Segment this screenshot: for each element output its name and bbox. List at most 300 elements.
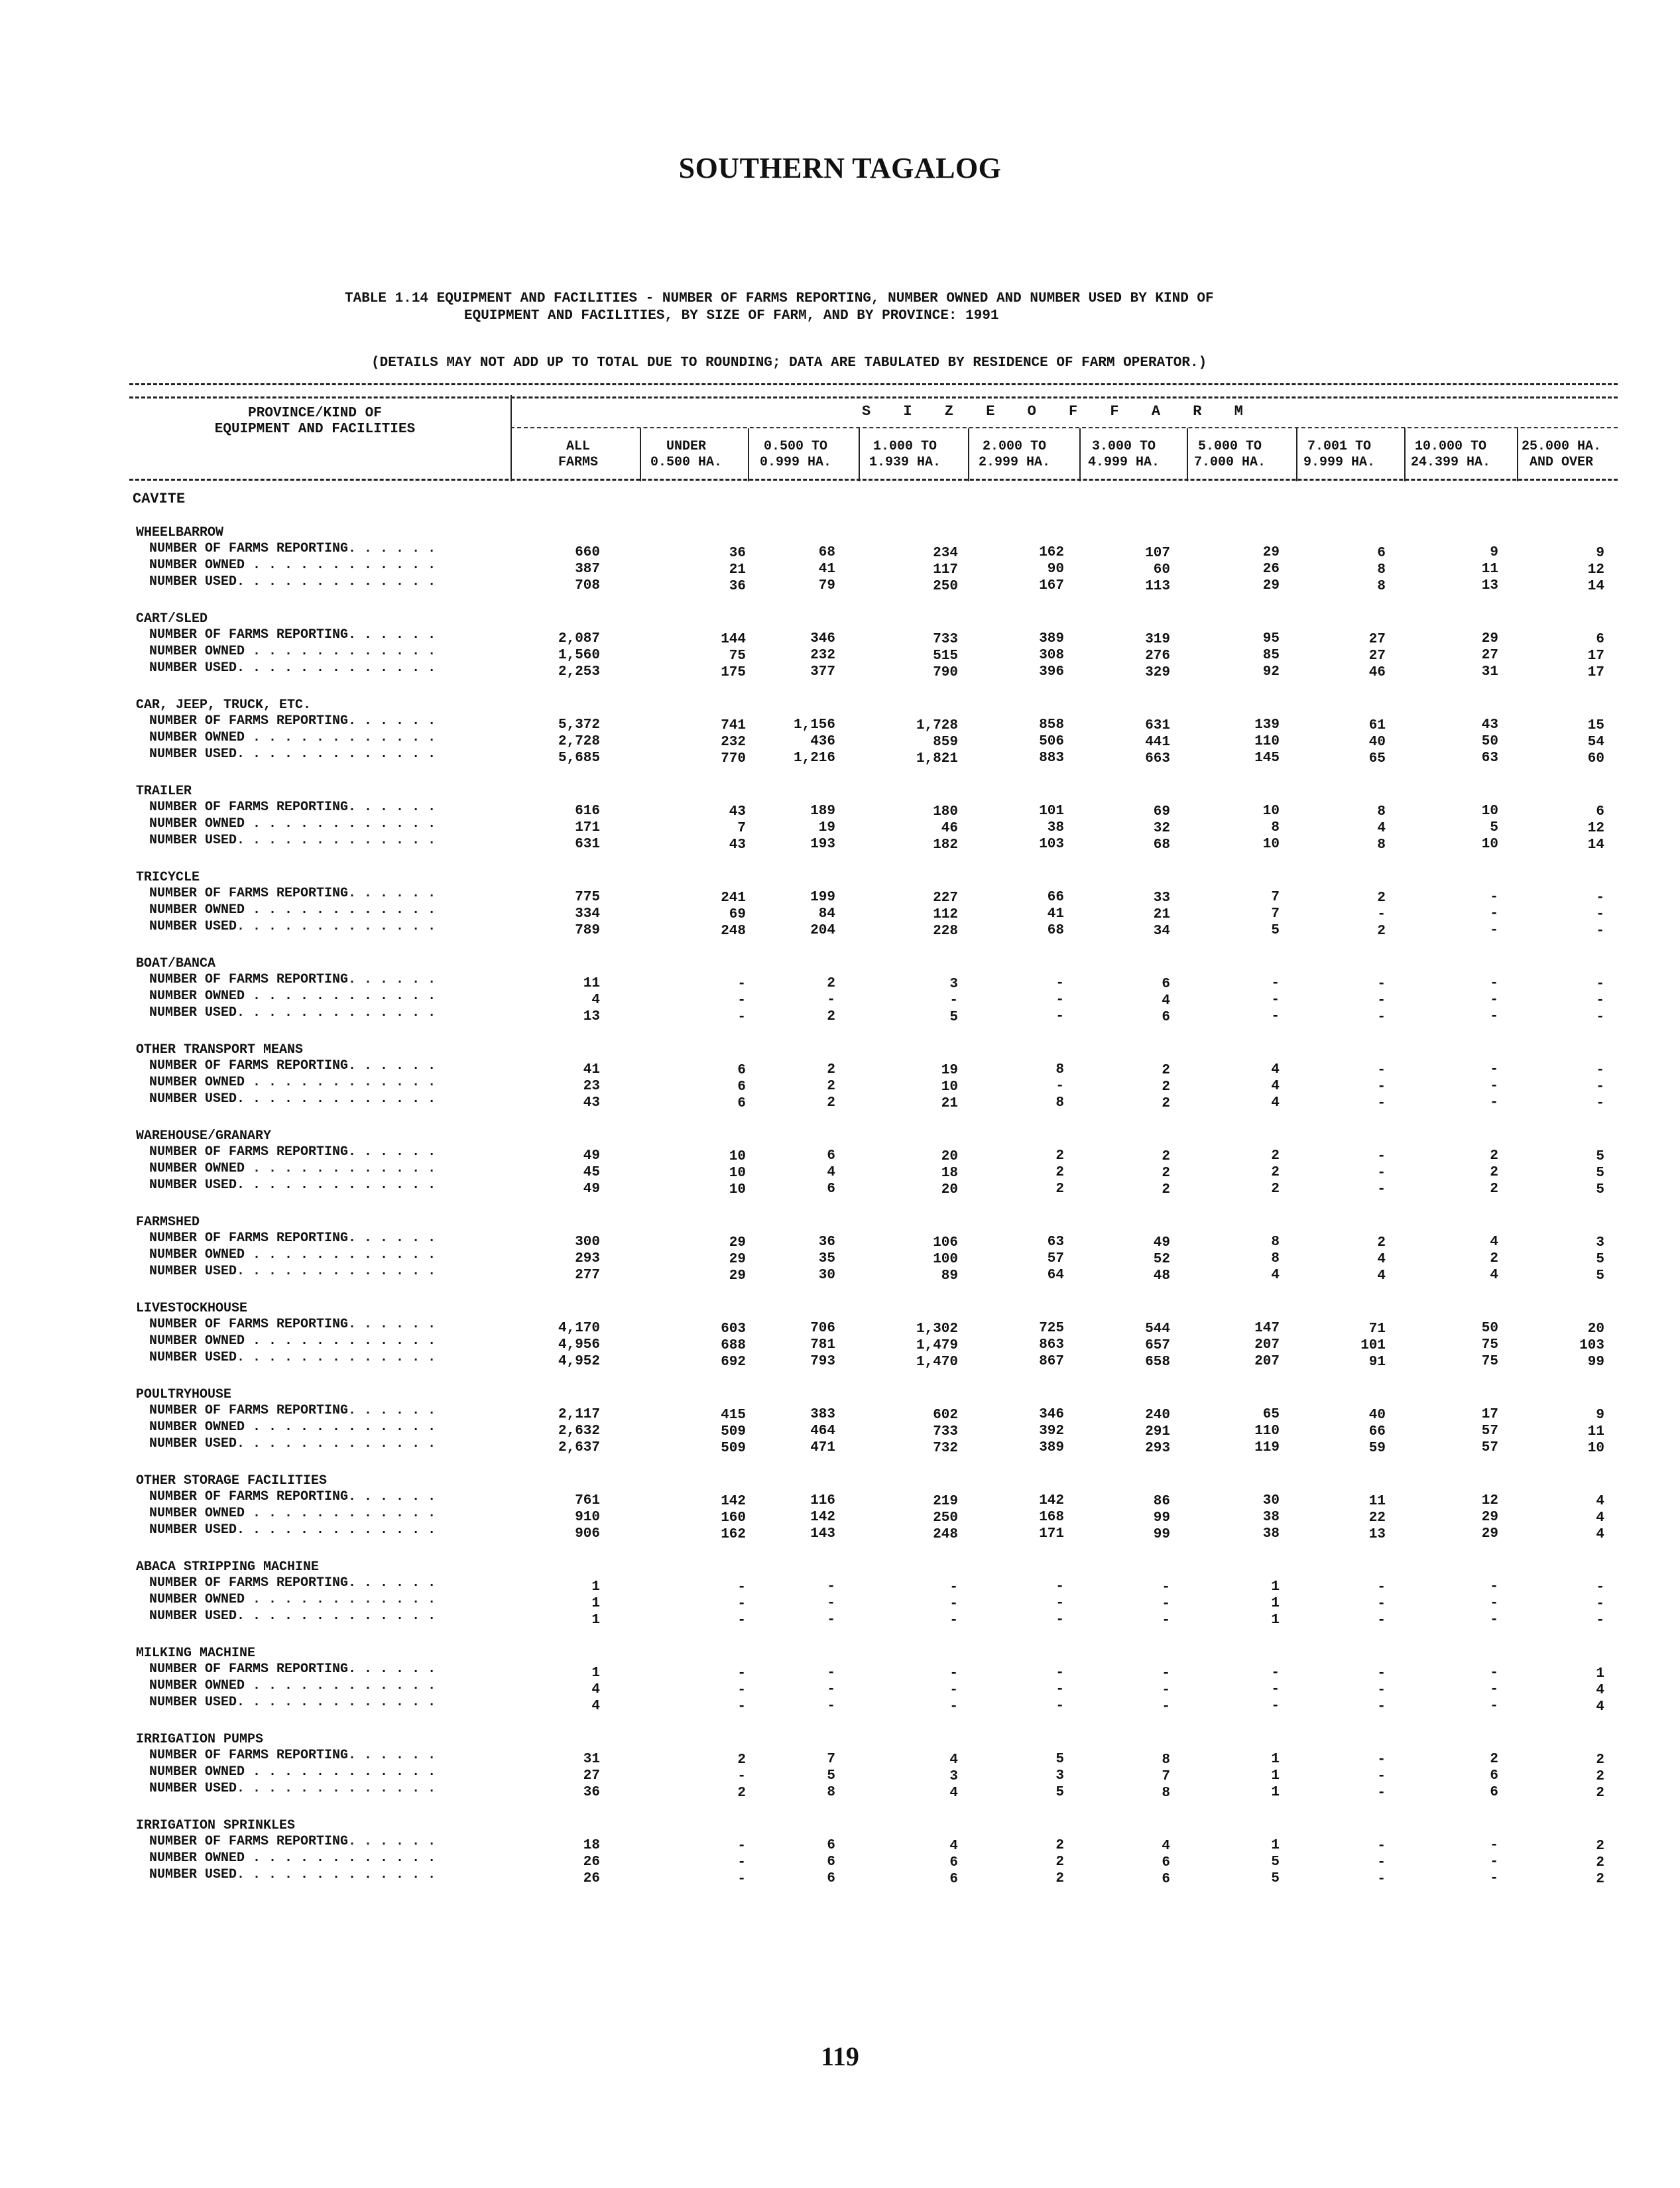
table-cell: - xyxy=(827,993,835,1008)
table-cell: 10 xyxy=(729,1182,746,1197)
table-cell: 36 xyxy=(583,1785,600,1800)
table-cell: 18 xyxy=(583,1838,600,1853)
table-cell: 5,372 xyxy=(558,717,600,733)
table-cell: - xyxy=(1377,1096,1386,1111)
table-cell: 4 xyxy=(1377,821,1386,836)
stub-header xyxy=(129,406,501,438)
table-cell: - xyxy=(949,1699,958,1715)
table-cell: 602 xyxy=(933,1408,958,1423)
table-cell: 75 xyxy=(1481,1354,1498,1369)
table-cell: - xyxy=(1055,1079,1064,1094)
table-cell: 40 xyxy=(1368,735,1386,750)
row-label: NUMBER USED. . . . . . . . . . . . . xyxy=(149,1522,436,1538)
table-cell: - xyxy=(1377,1699,1386,1715)
table-cell: 346 xyxy=(1039,1407,1064,1422)
table-caption-line-2: EQUIPMENT AND FACILITIES, BY SIZE OF FARM, AND BY PROVINCE: 1991 xyxy=(464,308,999,324)
table-cell: 2,632 xyxy=(558,1424,600,1439)
table-cell: 6 xyxy=(827,1148,835,1164)
table-cell: 175 xyxy=(721,665,746,680)
table-cell: - xyxy=(737,1666,746,1681)
table-cell: 603 xyxy=(721,1321,746,1337)
table-cell: 29 xyxy=(1262,578,1280,593)
row-label: NUMBER USED. . . . . . . . . . . . . xyxy=(149,1091,436,1107)
table-cell: 36 xyxy=(729,579,746,594)
table-cell: - xyxy=(827,1596,835,1611)
table-cell: 46 xyxy=(941,821,958,836)
table-cell: 9 xyxy=(1490,545,1498,560)
table-cell: - xyxy=(1490,1062,1498,1077)
table-cell: - xyxy=(1490,923,1498,938)
table-cell: - xyxy=(1377,1182,1386,1197)
table-cell: 20 xyxy=(1587,1321,1604,1337)
table-cell: - xyxy=(737,1580,746,1595)
table-cell: 167 xyxy=(1039,578,1064,593)
row-label: NUMBER OWNED . . . . . . . . . . . . xyxy=(149,1420,436,1435)
table-cell: 21 xyxy=(729,562,746,577)
table-cell: - xyxy=(1377,1872,1386,1887)
table-cell: 867 xyxy=(1039,1354,1064,1369)
table-cell: 57 xyxy=(1481,1440,1498,1455)
table-cell: 75 xyxy=(1481,1337,1498,1353)
table-cell: - xyxy=(1271,976,1280,991)
table-cell: 4 xyxy=(1271,1268,1280,1283)
table-cell: 2 xyxy=(1271,1182,1280,1197)
table-cell: - xyxy=(1271,1009,1280,1024)
table-cell: 5,685 xyxy=(558,751,600,766)
table-cell: 69 xyxy=(729,907,746,922)
table-cell: 5 xyxy=(1271,1871,1280,1886)
table-cell: 291 xyxy=(1145,1424,1170,1439)
table-cell: 319 xyxy=(1145,632,1170,647)
table-cell: - xyxy=(1162,1613,1170,1628)
table-cell: - xyxy=(1162,1597,1170,1612)
table-cell: 789 xyxy=(575,923,600,938)
column-header xyxy=(961,439,1067,471)
table-cell: - xyxy=(827,1682,835,1697)
table-cell: 34 xyxy=(1153,924,1170,939)
table-cell: 308 xyxy=(1039,648,1064,663)
table-cell: 329 xyxy=(1145,665,1170,680)
table-cell: - xyxy=(737,1839,746,1854)
category-title: OTHER STORAGE FACILITIES xyxy=(136,1473,328,1489)
row-label: NUMBER OF FARMS REPORTING. . . . . . xyxy=(149,1231,436,1246)
table-cell: 43 xyxy=(729,804,746,820)
table-cell: 4 xyxy=(1271,1079,1280,1094)
table-cell: 48 xyxy=(1153,1268,1170,1284)
table-cell: 4 xyxy=(591,1682,600,1697)
table-cell: 2 xyxy=(1490,1165,1498,1180)
table-cell: 12 xyxy=(1481,1493,1498,1508)
table-cell: 2,117 xyxy=(558,1407,600,1422)
table-cell: 227 xyxy=(933,890,958,906)
table-cell: - xyxy=(827,1699,835,1714)
row-label: NUMBER OF FARMS REPORTING. . . . . . xyxy=(149,972,436,987)
table-cell: 631 xyxy=(1145,718,1170,733)
table-cell: 10 xyxy=(729,1149,746,1164)
table-cell: 2 xyxy=(827,1009,835,1024)
table-cell: 29 xyxy=(1481,1510,1498,1525)
table-cell: 75 xyxy=(729,648,746,664)
table-cell: 57 xyxy=(1047,1251,1064,1266)
category-title: WAREHOUSE/GRANARY xyxy=(136,1128,272,1144)
table-cell: 2 xyxy=(1055,1838,1064,1853)
table-cell: - xyxy=(1162,1666,1170,1681)
table-cell: 143 xyxy=(810,1526,835,1542)
table-cell: 4 xyxy=(949,1752,958,1768)
table-cell: 4 xyxy=(1490,1268,1498,1283)
column-header xyxy=(852,439,958,471)
table-cell: - xyxy=(737,1613,746,1628)
table-cell: 4 xyxy=(1596,1683,1604,1698)
table-cell: 688 xyxy=(721,1338,746,1353)
table-cell: - xyxy=(1055,1579,1064,1595)
table-cell: 66 xyxy=(1047,890,1064,905)
row-label: NUMBER OF FARMS REPORTING. . . . . . xyxy=(149,886,436,901)
table-cell: 396 xyxy=(1039,664,1064,680)
table-cell: 38 xyxy=(1047,820,1064,835)
table-cell: 2 xyxy=(1490,1182,1498,1197)
table-cell: - xyxy=(1377,1786,1386,1801)
table-cell: - xyxy=(1377,1149,1386,1164)
column-header-line-2: 7.000 HA. xyxy=(1193,455,1266,470)
table-cell: 162 xyxy=(721,1527,746,1542)
table-cell: 2,253 xyxy=(558,664,600,680)
table-cell: 50 xyxy=(1481,1321,1498,1336)
table-cell: 107 xyxy=(1145,546,1170,561)
table-cell: - xyxy=(1490,976,1498,991)
row-label: NUMBER USED. . . . . . . . . . . . . xyxy=(149,1867,436,1882)
table-cell: 1 xyxy=(591,1612,600,1628)
table-cell: 2 xyxy=(1055,1165,1064,1180)
row-label: NUMBER USED. . . . . . . . . . . . . xyxy=(149,1436,436,1451)
table-cell: 8 xyxy=(1162,1752,1170,1768)
table-cell: 2 xyxy=(827,976,835,991)
table-cell: 20 xyxy=(941,1182,958,1197)
row-label: NUMBER USED. . . . . . . . . . . . . xyxy=(149,1609,436,1624)
table-cell: 660 xyxy=(575,545,600,560)
table-cell: 171 xyxy=(575,820,600,835)
table-cell: 725 xyxy=(1039,1321,1064,1336)
table-cell: 2 xyxy=(1596,1839,1604,1854)
table-cell: - xyxy=(1490,993,1498,1008)
row-label: NUMBER USED. . . . . . . . . . . . . xyxy=(149,1695,436,1710)
table-cell: 1,821 xyxy=(916,751,958,766)
table-cell: 232 xyxy=(810,648,835,663)
table-cell: 29 xyxy=(1481,631,1498,646)
table-cell: - xyxy=(1377,1580,1386,1595)
table-cell: 26 xyxy=(1262,562,1280,577)
table-cell: 2 xyxy=(1055,1854,1064,1870)
table-cell: 509 xyxy=(721,1424,746,1439)
table-cell: 1,156 xyxy=(793,717,835,733)
column-header-line-2: AND OVER xyxy=(1529,455,1593,470)
row-label: NUMBER OF FARMS REPORTING. . . . . . xyxy=(149,1489,436,1504)
table-cell: 41 xyxy=(818,562,835,577)
table-cell: 63 xyxy=(1047,1235,1064,1250)
table-cell: 38 xyxy=(1262,1510,1280,1525)
table-cell: 10 xyxy=(1481,804,1498,819)
table-cell: 4 xyxy=(949,1786,958,1801)
table-cell: 64 xyxy=(1047,1268,1064,1283)
table-cell: 1 xyxy=(591,1596,600,1611)
table-cell: 4 xyxy=(1596,1494,1604,1509)
table-cell: 2 xyxy=(1162,1079,1170,1095)
row-label: NUMBER OWNED . . . . . . . . . . . . xyxy=(149,1161,436,1176)
table-cell: 8 xyxy=(1377,562,1386,577)
table-cell: 1,560 xyxy=(558,648,600,663)
table-cell: 7 xyxy=(737,821,746,836)
column-header xyxy=(1177,439,1283,471)
table-cell: 33 xyxy=(1153,890,1170,906)
table-cell: - xyxy=(1490,1596,1498,1611)
table-cell: 733 xyxy=(933,1424,958,1439)
table-cell: 40 xyxy=(1368,1408,1386,1423)
table-cell: 1 xyxy=(1271,1612,1280,1628)
table-cell: 6 xyxy=(827,1838,835,1853)
table-cell: 1 xyxy=(1271,1596,1280,1611)
row-label: NUMBER OWNED . . . . . . . . . . . . xyxy=(149,1247,436,1262)
table-cell: - xyxy=(1377,993,1386,1008)
table-cell: - xyxy=(1377,1666,1386,1681)
table-cell: 7 xyxy=(1271,890,1280,905)
table-cell: 11 xyxy=(1587,1424,1604,1439)
table-cell: 68 xyxy=(1047,923,1064,938)
column-header-line-2: 2.999 HA. xyxy=(978,455,1051,470)
table-cell: 106 xyxy=(933,1235,958,1250)
table-cell: 43 xyxy=(729,837,746,853)
table-cell: 8 xyxy=(1162,1786,1170,1801)
row-label: NUMBER OWNED . . . . . . . . . . . . xyxy=(149,1075,436,1090)
table-cell: 5 xyxy=(1596,1166,1604,1181)
column-header-line-2: 24.399 HA. xyxy=(1410,455,1491,470)
table-cell: 3 xyxy=(1055,1768,1064,1784)
table-cell: 692 xyxy=(721,1355,746,1370)
table-cell: 119 xyxy=(1254,1440,1280,1455)
column-header xyxy=(743,439,849,471)
table-cell: - xyxy=(1490,1871,1498,1886)
column-header-line-1: 0.500 TO xyxy=(763,439,827,454)
table-cell: 103 xyxy=(1579,1338,1604,1353)
table-cell: 2 xyxy=(1162,1096,1170,1111)
table-cell: 2 xyxy=(1377,1235,1386,1250)
table-cell: 6 xyxy=(1490,1785,1498,1800)
table-cell: - xyxy=(827,1666,835,1681)
table-cell: - xyxy=(1055,1666,1064,1681)
table-note: (DETAILS MAY NOT ADD UP TO TOTAL DUE TO ROUNDING; DATA ARE TABULATED BY RESIDENCE OF FARM OPERATOR.) xyxy=(371,355,1207,371)
table-cell: 10 xyxy=(1587,1441,1604,1456)
table-cell: 241 xyxy=(721,890,746,906)
stub-header-line-1: PROVINCE/KIND OF xyxy=(248,406,382,421)
table-cell: 2 xyxy=(1490,1148,1498,1164)
row-label: NUMBER OWNED . . . . . . . . . . . . xyxy=(149,816,436,831)
table-cell: 7 xyxy=(827,1752,835,1767)
table-cell: - xyxy=(827,1612,835,1628)
table-cell: 4,956 xyxy=(558,1337,600,1353)
column-header xyxy=(1398,439,1504,471)
table-cell: 142 xyxy=(1039,1493,1064,1508)
table-cell: 182 xyxy=(933,837,958,853)
table-cell: 144 xyxy=(721,632,746,647)
table-cell: 4 xyxy=(1596,1510,1604,1526)
table-cell: 293 xyxy=(1145,1441,1170,1456)
table-cell: 5 xyxy=(1596,1149,1604,1164)
table-cell: - xyxy=(737,1683,746,1698)
table-cell: 4 xyxy=(1162,1839,1170,1854)
table-cell: 506 xyxy=(1039,734,1064,749)
table-cell: 50 xyxy=(1481,734,1498,749)
table-cell: - xyxy=(737,1010,746,1025)
table-cell: 139 xyxy=(1254,717,1280,733)
table-cell: 2 xyxy=(1377,924,1386,939)
row-label: NUMBER OWNED . . . . . . . . . . . . xyxy=(149,1333,436,1349)
table-cell: 2 xyxy=(1162,1063,1170,1078)
table-cell: 2 xyxy=(1596,1752,1604,1768)
table-cell: 4,170 xyxy=(558,1321,600,1336)
column-header-line-1: 10.000 TO xyxy=(1414,439,1487,454)
table-cell: 103 xyxy=(1039,837,1064,852)
table-cell: 14 xyxy=(1587,837,1604,853)
table-cell: 6 xyxy=(949,1872,958,1887)
table-cell: - xyxy=(737,1699,746,1715)
table-cell: 4 xyxy=(1596,1699,1604,1715)
table-cell: - xyxy=(1162,1699,1170,1715)
table-cell: - xyxy=(737,1855,746,1870)
table-cell: 9 xyxy=(1596,546,1604,561)
table-cell: 5 xyxy=(827,1768,835,1784)
table-cell: - xyxy=(1377,1079,1386,1095)
table-cell: 2 xyxy=(827,1062,835,1077)
table-cell: 658 xyxy=(1145,1355,1170,1370)
table-cell: 60 xyxy=(1587,751,1604,766)
table-cell: 207 xyxy=(1254,1354,1280,1369)
table-cell: 2 xyxy=(737,1752,746,1768)
table-cell: - xyxy=(1377,1855,1386,1870)
table-cell: 193 xyxy=(810,837,835,852)
table-cell: - xyxy=(1490,1079,1498,1094)
table-cell: 232 xyxy=(721,735,746,750)
table-cell: 110 xyxy=(1254,734,1280,749)
table-cell: - xyxy=(949,993,958,1008)
table-cell: - xyxy=(949,1580,958,1595)
column-header-line-1: ALL xyxy=(566,439,590,454)
table-cell: 6 xyxy=(1596,632,1604,647)
table-cell: 79 xyxy=(818,578,835,593)
stub-header-line-2: EQUIPMENT AND FACILITIES xyxy=(214,422,416,437)
table-cell: 5 xyxy=(1596,1252,1604,1267)
table-cell: 240 xyxy=(1145,1408,1170,1423)
table-cell: 2 xyxy=(1490,1251,1498,1266)
table-cell: 162 xyxy=(1039,545,1064,560)
table-cell: - xyxy=(1490,1838,1498,1853)
size-header-rule xyxy=(510,427,1618,428)
table-cell: 250 xyxy=(933,1510,958,1526)
table-cell: 49 xyxy=(1153,1235,1170,1250)
table-cell: - xyxy=(1055,1596,1064,1611)
table-cell: 10 xyxy=(1262,837,1280,852)
table-cell: - xyxy=(737,977,746,992)
table-cell: 45 xyxy=(583,1165,600,1180)
table-cell: 71 xyxy=(1368,1321,1386,1337)
table-cell: - xyxy=(737,993,746,1008)
table-cell: 2 xyxy=(1596,1855,1604,1870)
table-cell: 2 xyxy=(1490,1752,1498,1767)
table-cell: - xyxy=(1596,1010,1604,1025)
page-number: 119 xyxy=(821,2041,859,2071)
table-cell: 300 xyxy=(575,1235,600,1250)
table-cell: 859 xyxy=(933,735,958,750)
table-cell: 1,479 xyxy=(916,1338,958,1353)
row-label: NUMBER OF FARMS REPORTING. . . . . . xyxy=(149,713,436,729)
table-cell: 706 xyxy=(810,1321,835,1336)
table-cell: 26 xyxy=(583,1854,600,1870)
table-cell: 10 xyxy=(729,1166,746,1181)
page-title: SOUTHERN TAGALOG xyxy=(678,152,1002,184)
table-cell: 2,637 xyxy=(558,1440,600,1455)
table-cell: 4 xyxy=(1377,1252,1386,1267)
row-label: NUMBER OF FARMS REPORTING. . . . . . xyxy=(149,1575,436,1591)
table-cell: 46 xyxy=(1368,665,1386,680)
column-header-line-1: UNDER xyxy=(666,439,706,454)
row-label: NUMBER OWNED . . . . . . . . . . . . xyxy=(149,644,436,659)
table-cell: - xyxy=(737,1769,746,1784)
table-cell: 6 xyxy=(827,1182,835,1197)
table-cell: 11 xyxy=(1368,1494,1386,1509)
table-cell: 906 xyxy=(575,1526,600,1542)
table-cell: - xyxy=(1055,993,1064,1008)
column-header-line-2: FARMS xyxy=(558,455,598,470)
table-cell: 54 xyxy=(1587,735,1604,750)
table-cell: 761 xyxy=(575,1493,600,1508)
table-cell: 199 xyxy=(810,890,835,905)
table-cell: - xyxy=(1490,1095,1498,1111)
province-name: CAVITE xyxy=(133,491,186,507)
table-cell: 383 xyxy=(810,1407,835,1422)
table-cell: 20 xyxy=(941,1149,958,1164)
table-cell: - xyxy=(827,1579,835,1595)
table-cell: 12 xyxy=(1587,562,1604,577)
table-cell: 61 xyxy=(1368,718,1386,733)
table-cell: 11 xyxy=(1481,562,1498,577)
table-cell: - xyxy=(1490,1699,1498,1714)
table-cell: 389 xyxy=(1039,1440,1064,1455)
table-cell: 228 xyxy=(933,924,958,939)
category-title: OTHER TRANSPORT MEANS xyxy=(136,1042,304,1058)
table-cell: - xyxy=(1055,1682,1064,1697)
table-cell: - xyxy=(1596,977,1604,992)
table-cell: 1,216 xyxy=(793,751,835,766)
table-cell: 30 xyxy=(1262,1493,1280,1508)
table-cell: 441 xyxy=(1145,735,1170,750)
table-cell: 4 xyxy=(1377,1268,1386,1284)
table-cell: - xyxy=(1377,1769,1386,1784)
table-cell: 13 xyxy=(583,1009,600,1024)
table-cell: 293 xyxy=(575,1251,600,1266)
column-header-line-1: 2.000 TO xyxy=(982,439,1046,454)
category-title: WHEELBARROW xyxy=(136,525,224,540)
table-cell: 29 xyxy=(729,1268,746,1284)
table-cell: 86 xyxy=(1153,1494,1170,1509)
column-header xyxy=(525,439,631,471)
table-cell: 5 xyxy=(1055,1752,1064,1767)
table-cell: 6 xyxy=(1490,1768,1498,1784)
table-cell: 741 xyxy=(721,718,746,733)
table-cell: 389 xyxy=(1039,631,1064,646)
table-cell: 1 xyxy=(1271,1752,1280,1767)
table-cell: 790 xyxy=(933,665,958,680)
table-cell: 2 xyxy=(1055,1871,1064,1886)
table-cell: - xyxy=(1271,1666,1280,1681)
table-cell: 392 xyxy=(1039,1424,1064,1439)
